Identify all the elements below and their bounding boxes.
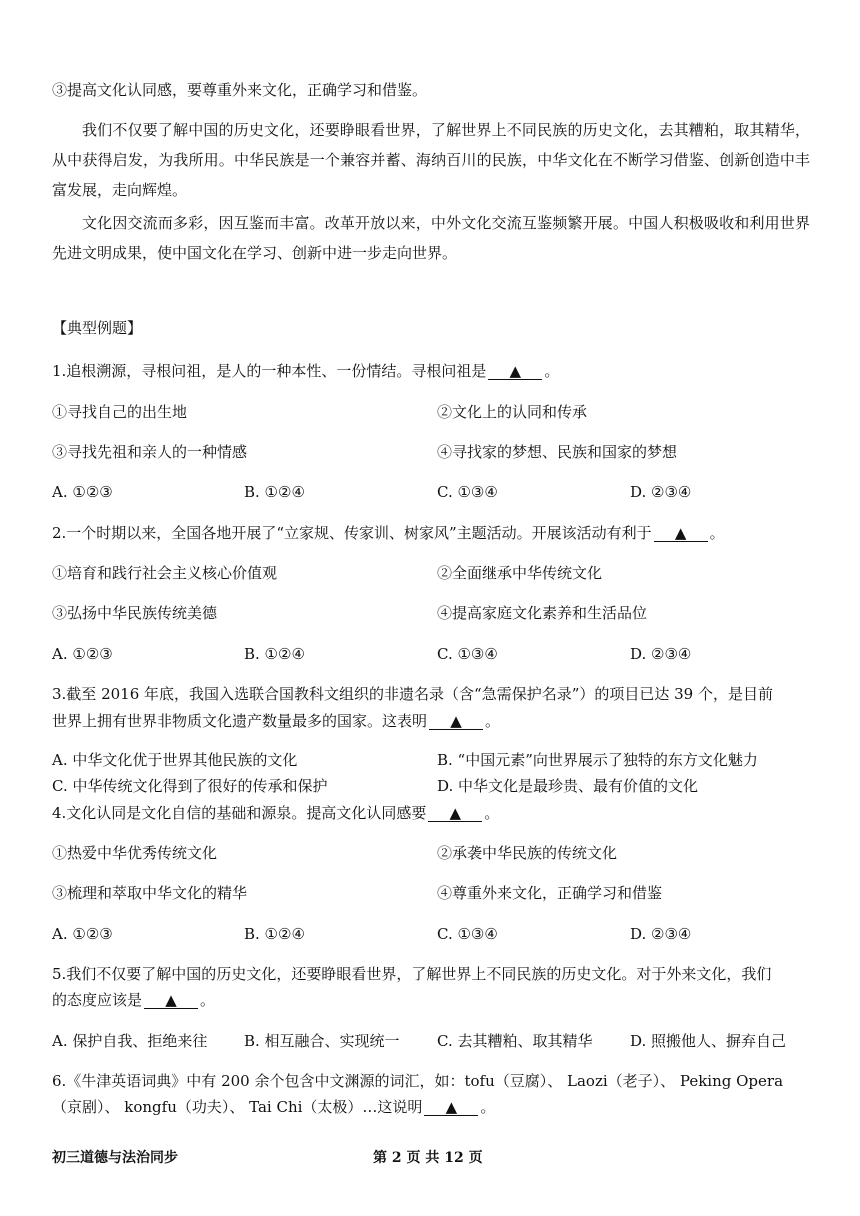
intro-paragraph-2: 文化因交流而多彩，因互鉴而丰富。改革开放以来，中外文化交流互鉴频繁开展。中国人积极吸收和利用世界先进文明成果，使中国文化在学习、创新中进一步走向世界。 <box>52 214 810 262</box>
option-b: B. ①②④ <box>244 925 305 943</box>
answer-blank: ▲ <box>144 992 198 1009</box>
option-b: B. ①②④ <box>244 645 305 663</box>
footer-title: 初三道德与法治同步 <box>52 1150 178 1166</box>
option-b: B. 相互融合、实现统一 <box>244 1032 400 1050</box>
question-3-stem-line-1: 3.截至 2016 年底，我国入选联合国教科文组织的非遗名录（含“急需保护名录”）的项目已达 39 个，是目前 <box>52 685 773 703</box>
question-5-stem-line-2: 的态度应该是 ▲ 。 <box>52 991 216 1009</box>
option-d: D. ②③④ <box>630 645 692 663</box>
option-d: D. 照搬他人、摒弃自己 <box>630 1032 787 1050</box>
intro-point-3: ③提高文化认同感，要尊重外来文化，正确学习和借鉴。 <box>52 81 428 99</box>
question-4-stem: 4.文化认同是文化自信的基础和源泉。提高文化认同感要 ▲ 。 <box>52 804 500 822</box>
question-6-stem-line-2: （京剧）、 kongfu（功夫）、 Tai Chi（太极）…这说明 ▲ 。 <box>52 1098 496 1116</box>
question-5-stem-line-1: 5.我们不仅要了解中国的历史文化，还要睁眼看世界，了解世界上不同民族的历史文化。对于外来文化，我们 <box>52 965 772 983</box>
option-c: C. ①③④ <box>437 925 498 943</box>
statement: ②文化上的认同和传承 <box>437 403 588 421</box>
footer-page-number: 第 2 页 共 12 页 <box>373 1150 483 1166</box>
option-c: C. 中华传统文化得到了很好的传承和保护 <box>52 777 328 795</box>
statement: ③寻找先祖和亲人的一种情感 <box>52 443 248 461</box>
answer-blank: ▲ <box>429 713 483 730</box>
statement: ①培育和践行社会主义核心价值观 <box>52 564 278 582</box>
question-1-stem: 1.追根溯源，寻根问祖，是人的一种本性、一份情结。寻根问祖是 ▲ 。 <box>52 362 560 380</box>
option-d: D. 中华文化是最珍贵、最有价值的文化 <box>437 777 699 795</box>
statement: ②承袭中华民族的传统文化 <box>437 844 618 862</box>
option-a: A. ①②③ <box>52 645 113 663</box>
answer-blank: ▲ <box>654 525 708 542</box>
option-c: C. ①③④ <box>437 483 498 501</box>
answer-blank: ▲ <box>428 805 482 822</box>
option-c: C. ①③④ <box>437 645 498 663</box>
answer-blank: ▲ <box>488 363 542 380</box>
question-2-stem: 2.一个时期以来，全国各地开展了“立家规、传家训、树家风”主题活动。开展该活动有利于 ▲ 。 <box>52 524 725 542</box>
statement: ③梳理和萃取中华文化的精华 <box>52 884 248 902</box>
statement: ④提高家庭文化素养和生活品位 <box>437 604 648 622</box>
statement: ①寻找自己的出生地 <box>52 403 188 421</box>
question-3-stem-line-2: 世界上拥有世界非物质文化遗产数量最多的国家。这表明 ▲ 。 <box>52 712 501 730</box>
statement: ③弘扬中华民族传统美德 <box>52 604 218 622</box>
option-a: A. 保护自我、拒绝来往 <box>52 1032 208 1050</box>
statement: ④寻找家的梦想、民族和国家的梦想 <box>437 443 678 461</box>
option-d: D. ②③④ <box>630 925 692 943</box>
question-6-stem-line-1: 6.《牛津英语词典》中有 200 余个包含中文渊源的词汇，如：tofu（豆腐）、 Laozi（老子）、 Peking Opera <box>52 1072 784 1090</box>
option-b: B. ①②④ <box>244 483 305 501</box>
option-a: A. 中华文化优于世界其他民族的文化 <box>52 751 298 769</box>
option-c: C. 去其糟粕、取其精华 <box>437 1032 593 1050</box>
option-a: A. ①②③ <box>52 483 113 501</box>
statement: ④尊重外来文化，正确学习和借鉴 <box>437 884 663 902</box>
option-a: A. ①②③ <box>52 925 113 943</box>
option-d: D. ②③④ <box>630 483 692 501</box>
statement: ①热爱中华优秀传统文化 <box>52 844 218 862</box>
statement: ②全面继承中华传统文化 <box>437 564 603 582</box>
intro-paragraph-1: 我们不仅要了解中国的历史文化，还要睁眼看世界，了解世界上不同民族的历史文化，去其糟粕，取其精华，从中获得启发，为我所用。中华民族是一个兼容并蓄、海纳百川的民族，中华文化在不断学习借鉴、创新创造中丰富发展，走向辉煌。 <box>52 121 810 199</box>
section-title: 【典型例题】 <box>52 319 143 337</box>
answer-blank: ▲ <box>424 1099 478 1116</box>
option-b: B. “中国元素”向世界展示了独特的东方文化魅力 <box>437 751 758 769</box>
